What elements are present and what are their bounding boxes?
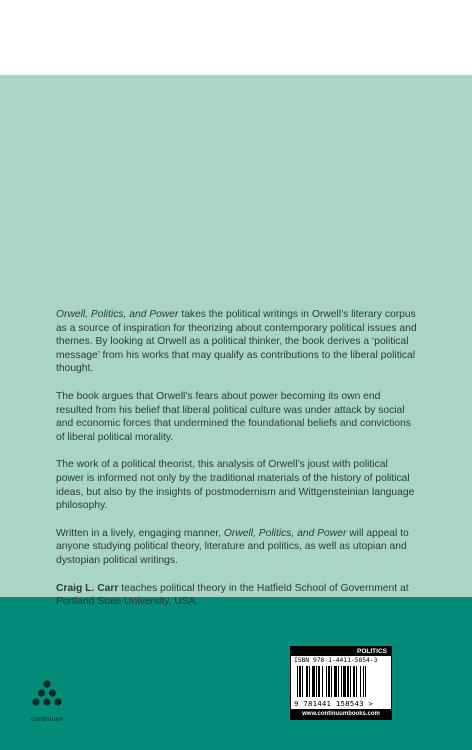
footer-band xyxy=(0,597,472,750)
blurb-paragraph-4: Written in a lively, engaging manner, Orwell, Politics, and Power will appeal to anyone studying political theory, literature and politics, as well as utopian and dystopian political writings. xyxy=(56,527,409,566)
barcode-bars xyxy=(295,666,387,698)
barcode-digits: 9 781441 158543 > xyxy=(294,699,374,708)
publisher-logo xyxy=(22,676,72,724)
book-title-italic: Orwell, Politics, and Power xyxy=(223,527,347,539)
continuum-triangle-dots-icon xyxy=(22,676,72,716)
book-title-italic: Orwell, Politics, and Power xyxy=(56,309,179,320)
isbn-barcode xyxy=(290,646,392,720)
back-cover-blurb xyxy=(56,308,418,609)
isbn-label: ISBN 978-1-4411-5854-3 xyxy=(294,657,378,664)
blurb-paragraph-3: The work of a political theorist, this analysis of Orwell’s joust with political power is informed not only by the traditional materials of the history of political ideas, but also by the insights of postmodernism and Wittgensteinian language philosophy. xyxy=(56,459,415,512)
publisher-name: continuum xyxy=(31,716,63,723)
blurb-paragraph-1: Orwell, Politics, and Power takes the political writings in Orwell’s literary corpus as a source of inspiration for theorizing about contemporary political issues and themes. By looking at Orwell as a political thinker, the book derives a ‘political message’ from his works that may qualify as contributions to the liberal political thought. xyxy=(56,309,417,375)
author-bio: Craig L. Carr teaches political theory in the Hatfield School of Government at Portland State University, USA. xyxy=(56,582,409,608)
publisher-url: www.continuumbooks.com xyxy=(291,709,391,719)
category-label: POLITICS xyxy=(291,647,391,656)
top-white-band xyxy=(0,0,472,75)
blurb-paragraph-2: The book argues that Orwell’s fears about power becoming its own end resulted from his belief that liberal political culture was under attack by social and economic forces that undermined the foundational beliefs and convictions of liberal political morality. xyxy=(56,390,411,443)
author-name: Craig L. Carr xyxy=(56,582,119,594)
